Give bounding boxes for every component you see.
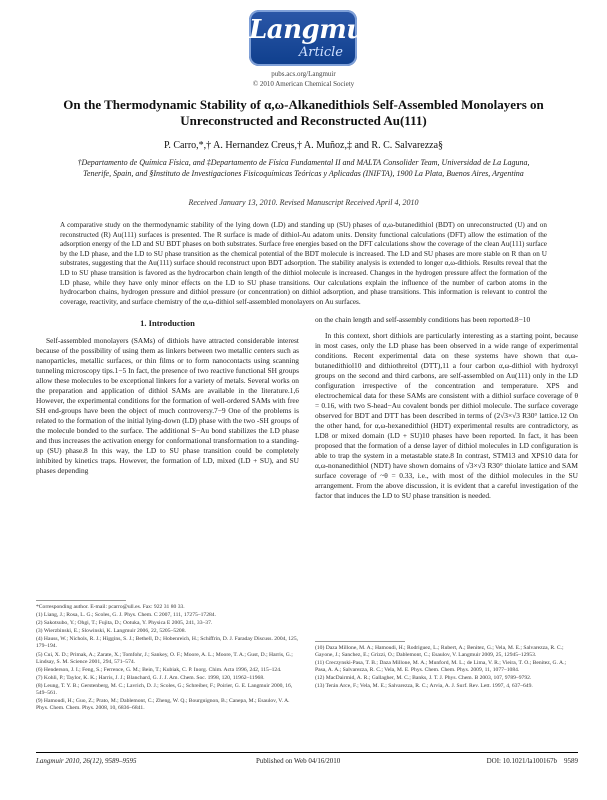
footnote: (13) Terán Arce, F.; Vela, M. E.; Salvarezza, R. C.; Arvia, A. J. Surf. Rev. Lett. 1997, 4, 637–649. [315, 683, 533, 690]
footer-divider [36, 752, 578, 753]
footnote: (8) Leung, T. Y. B.; Gerstenberg, M. C.; Lavrich, D. J.; Scoles, G.; Schreiber, F.; Poirier, G. E. Langmuir 2000, 16, 549–561. [36, 682, 293, 697]
footnote: (4) Hauss, W.; Nichols, R. J.; Higgins, S. J.; Bethell, D.; Hobenreich, H.; Schiffrin, D. J. Faraday Discuss. 2004, 125, 179–194. [36, 636, 299, 650]
journal-name: Langmuir [249, 15, 388, 45]
published-date: Published on Web 04/16/2010 [256, 757, 341, 765]
footnote: (10) Daza Millone, M. A.; Hamoudi, H.; Rodriguez, L.; Rubert, A.; Benitez, G.; Vela, M. E.; Salvarezza, R. C.; Gayone, J.; Sanchez, E.; Grizzi, O.; Dablemont, C.; Esaulov, V. Langmuir 2009, 25, 12945–12953. [315, 645, 564, 659]
footnotes-right [315, 645, 578, 692]
doi: DOI: 10.1021/la100167b [486, 757, 557, 765]
article-authors: P. Carro,*,† A. Hernandez Creus,† A. Muñoz,‡ and R. C. Salvarezza§ [163, 140, 444, 151]
footnote: (5) Cui, X. D.; Primak, A.; Zarate, X.; Tomfohr, J.; Sankey, O. F.; Moore, A. L.; Moore, T. A.; Gust, D.; Harris, G.; Lindsay, S. M. Science 2001, 294, 571–574. [36, 651, 293, 665]
footnote: (6) Henderson, J. I.; Feng, S.; Ferrence, G. M.; Bein, T.; Kubiak, C. P. Inorg. Chim. Acta 1996, 242, 115–124. [36, 666, 282, 673]
footnote: (7) Kohli, P.; Taylor, K. K.; Harris, J. J.; Blanchard, G. J. J. Am. Chem. Soc. 1998, 120, 11962–11968. [36, 674, 265, 681]
left-column [36, 318, 299, 482]
article-title: On the Thermodynamic Stability of α,ω-Alkanedithiols Self-Assembled Monolayers on Unreconstructed and Reconstructed Au(111) [63, 97, 544, 128]
article-type: Article [298, 45, 343, 60]
article-affiliations: †Departamento de Química Física, and ‡Departamento de Física Fundamental II and MALTA Consolider Team, Universidad de La Laguna, Tenerife, Spain, and §Instituto de Investigaciones Fisicoquímicas Teóricas y Aplicadas (INIFTA), 1900 La Plata, Buenos Aires, Argentina [77, 158, 530, 178]
doi-and-page [487, 757, 578, 765]
intro-paragraph-2: on the chain length and self-assembly conditions has been reported.8−10 [315, 315, 531, 324]
journal-url: pubs.acs.org/Langmuir [271, 70, 336, 78]
intro-paragraph-1: Self-assembled monolayers (SAMs) of dithiols have attracted considerable interest because of the possibility of using them as linkers between two metallic centers such as nanoparticles, metallic surfaces, or thin films or to form nanocontacts using scanning tunneling microscopy tips.1−5 In fact, the presence of two reactive functional SH groups allow these molecules to be exceptional linkers for a variety of metals. Several works on the preparation and application of dithiol SAMs are available in the literature.1,6 However, the experimental conditions for the formation of well-ordered SAMs with free SH end-groups have been the object of much controversy.7−9 One of the problems is related to the formation of the initial lying-down (LD) phase with the two -SH groups of the molecule bonded to the surface. The additional S−Au bond stabilizes the LD phase and thus increases the activation energy for conformational transformation to a standing-up (SU) phase.8 In this way, the LD to SU phase transition could be completely inhibited by kinetics traps. However, the formation of LD, mixed (LD + SU), and SU phases depending [36, 336, 299, 475]
citation: Langmuir 2010, 26(12), 9589–9595 [36, 757, 137, 765]
copyright: © 2010 American Chemical Society [252, 80, 355, 88]
footnotes-left [36, 604, 299, 713]
received-dates: Received January 13, 2010. Revised Manuscript Received April 4, 2010 [188, 198, 419, 207]
journal-logo [249, 10, 388, 66]
intro-paragraph-3: In this context, short dithiols are particularly interesting as a starting point, because in most cases, only the LD phase has been observed in a wide range of experimental conditions. Recent experimental data on these systems have shown that α,ω-butanedithiol10 and dithiothreitol (DTT),11 a four carbon α,ω-dithiol with hydroxyl groups on the second and third carbons, are self-assembled on Au(111) only in the LD configuration irrespective of the concentration and temperature. XPS and electrochemical data for these SAMs are consistent with a dithiol surface coverage of θ = 0.16, with two S-head−Au covalent bonds per dithiol molecule. The surface coverage observed for BDT and DTT has been described in terms of (2√3×√3 R30° lattice.12 On the other hand, for α,ω-hexanedithiol (HDT) experimental results are contradictory, as LD8 or mixed domain (LD + SU)10 phases have been reported. In fact, it has been proposed that the formation of a dense layer of dithiol molecules in LD configuration is able to trap the system in a metastable state.8 In contrast, STM13 and XPS10 data for α,ω-nonanedithiol (NDT) have shown domains of √3×√3 R30° thiolate lattice and SAM surface coverage of ~θ = 0.33, i.e., with most of the dithiol molecules in the SU arrangement. From the above discussion, it is evident that a careful investigation of the factor that induces the LD to SU phase transition is needed. [315, 331, 578, 500]
right-column [315, 315, 578, 507]
footnote: (2) Sakotsubo, Y.; Ohgi, T.; Fujita, D.; Ootuka, Y. Physica E 2005, 241, 33–37. [36, 620, 213, 627]
footnote-divider-left [36, 600, 126, 601]
footnote: (1) Liang, J.; Rosa, L. G.; Scoles, G. J. Phys. Chem. C 2007, 111, 17275–17284. [36, 612, 216, 619]
page-number: 9589 [564, 757, 578, 765]
abstract: A comparative study on the thermodynamic stability of the lying down (LD) and standing up (SU) phases of α,ω-butanedithiol (BDT) on unreconstructed (U) and on reconstructed (R) Au(111) surfaces is presented. The R surface is made of dithiol-Au adatom units. Density functional calculations (DFT) allow the estimation of the adsorption energy of the LD and SU BDT phases on both substrates. Surface free energies based on the DFT calculations show the coverage of the clean Au(111) surface by the LD phase, and the LD to SU phase transition as the chemical potential of the BDT molecule is increased. The LD and SU phases are more stable on R than on U substrates, suggesting that the Au(111) surface should reconstruct upon BDT adsorption. The stability analysis is extended to longer α,ω-dithiols. Results reveal that the LD to SU phase transition is favored as the hydrocarbon chain length of the dithiol molecule is increased. Changes in the hydrogen pressure affect the formation of the LD phase, while they have only minor effects on the LD to SU phase transitions. Our calculations explain the influence of the number of carbon atoms in the hydrocarbon chains, hydrogen pressure and dithiol pressure (or concentration) on dithiol adsorption, and phase transitions. This information is relevant to control the coverage, reactivity, and surface chemistry of the α,ω-dithiol self-assembled monolayers on Au surfaces. [60, 221, 547, 306]
section-heading: 1. Introduction [140, 318, 195, 328]
page-footer [36, 757, 578, 769]
footnote: (12) MacDairmid, A. R.; Gallagher, M. C.; Banks, J. T. J. Phys. Chem. B 2003, 107, 9789–9792. [315, 675, 532, 682]
footnote-divider-right [315, 641, 405, 642]
footnote: *Corresponding author. E-mail: pcarro@ull.es. Fax: 922 31 80 33. [36, 604, 185, 610]
footnote: (11) Creczynski-Pasa, T. B.; Daza Millone, M. A.; Munford, M. L.; de Lima, V. R.; Vieira, T. O.; Benitez, G. A.; Pasa, A. A.; Salvarezza, R. C.; Vela, M. E. Phys. Chem. Chem. Phys. 2009, 11, 1077–1084. [315, 660, 567, 674]
footnote: (3) Wierzbinski, E.; Slowinski, K. Langmuir 2006, 22, 5205–5208. [36, 628, 186, 635]
footnote: (9) Hamoudi, H.; Guo, Z.; Prato, M.; Dablemont, C.; Zheng, W. Q.; Bourguignon, B.; Canepa, M.; Esaulov, V. A. Phys. Chem. Chem. Phys. 2008, 10, 6836–6841. [36, 698, 290, 712]
